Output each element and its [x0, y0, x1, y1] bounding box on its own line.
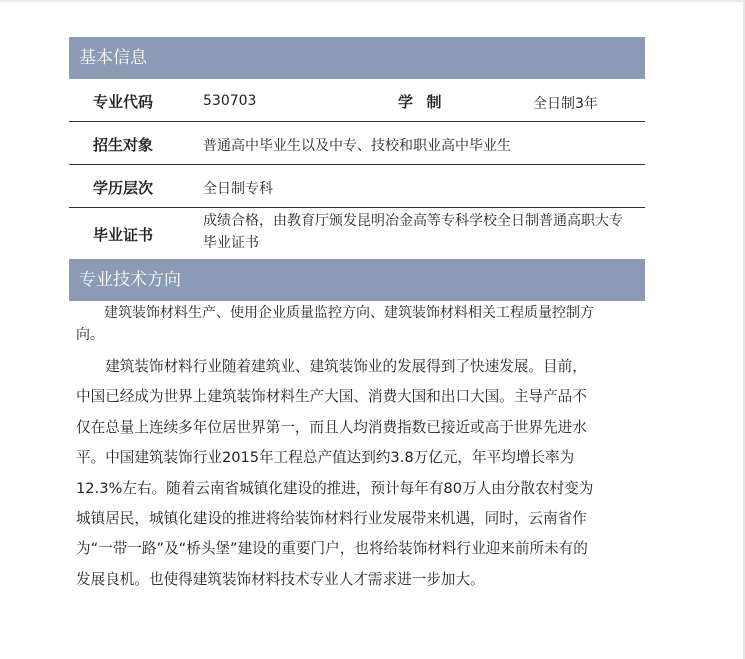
value-enrollment: 普通高中毕业生以及中专、技校和职业高中毕业生	[203, 138, 511, 154]
direction-body-paragraph: 建筑装饰材料行业随着建筑业、建筑装饰业的发展得到了快速发展。目前，中国已经成为世界上建筑装饰材料生产大国、消费大国和出口大国。主导产品不仅在总量上连续多年位居世界第一，而且人均消费指数已接近或高于世界先进水平。中国建筑装饰行业2015年工程总产值达到约3.8万亿元，年平均增长率为12.3%左右。随着云南省城镇化建设的推进，预计每年有80万人由分散农村变为城镇居民，城镇化建设的推进将给装饰材料行业发展带来机遇，同时，云南省作为“一带一路”及“桥头堡”建设的重要门户，也将给装饰材料行业迎来前所未有的发展良机。也使得建筑装饰材料技术专业人才需求进一步加大。	[76, 358, 594, 588]
info-row-enrollment	[69, 122, 645, 165]
label-education-level: 学历层次	[93, 179, 154, 197]
direction-intro-paragraph: 建筑装饰材料生产、使用企业质量监控方向、建筑装饰材料相关工程质量控制方向。	[76, 305, 594, 343]
info-row-code	[69, 79, 645, 122]
info-row-level	[69, 165, 645, 208]
top-divider	[0, 0, 745, 2]
value-education-level: 全日制专科	[203, 181, 273, 197]
section-header-basic-info: 基本信息	[69, 37, 645, 79]
info-row-certificate	[69, 208, 645, 259]
label-enrollment: 招生对象	[93, 136, 154, 154]
label-duration: 学制	[398, 93, 456, 111]
section-header-direction: 专业技术方向	[69, 259, 645, 301]
value-duration: 全日制3年	[533, 96, 598, 112]
value-certificate: 成绩合格，由教育厅颁发昆明冶金高等专科学校全日制普通高职大专毕业证书	[203, 213, 623, 251]
label-major-code: 专业代码	[93, 93, 154, 111]
label-certificate: 毕业证书	[93, 226, 154, 244]
value-major-code: 530703	[203, 93, 257, 109]
